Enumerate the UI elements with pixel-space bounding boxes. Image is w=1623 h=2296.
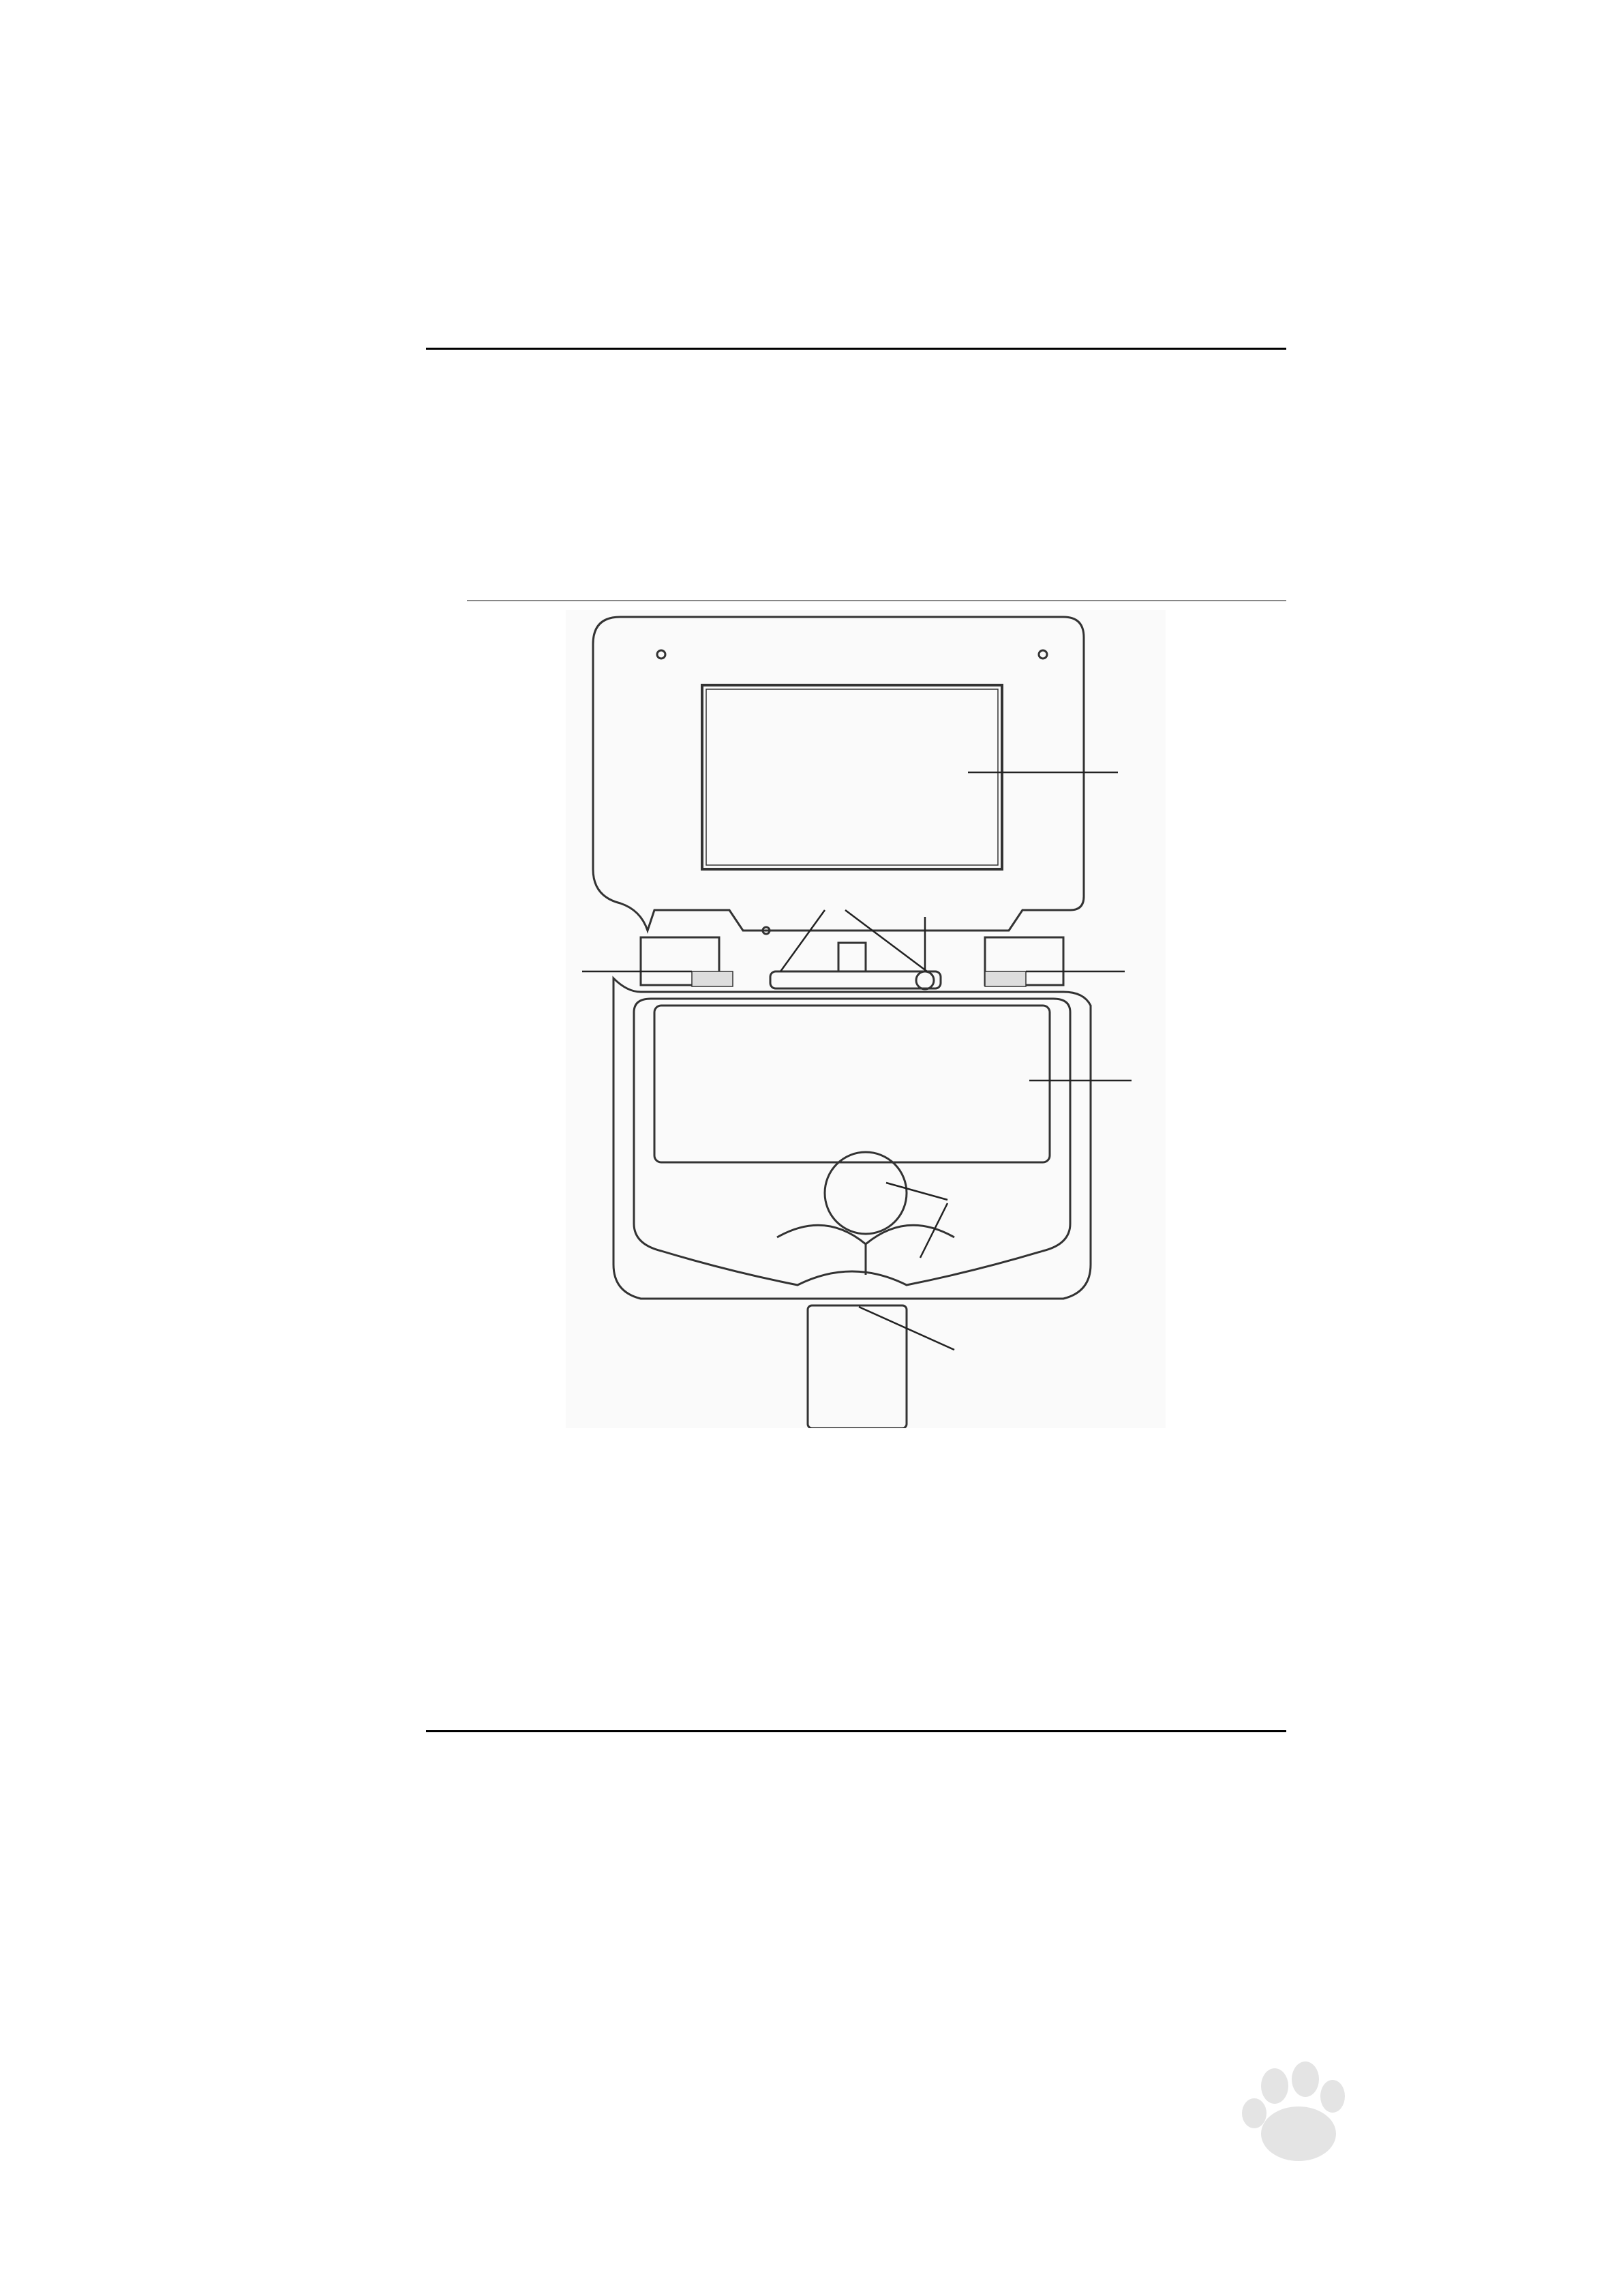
footer-rule — [426, 1730, 1286, 1732]
top-view-figure — [566, 610, 1166, 1428]
baidu-watermark — [1159, 2059, 1541, 2256]
header-rule — [426, 348, 1286, 350]
subsection-rule — [467, 600, 1286, 601]
